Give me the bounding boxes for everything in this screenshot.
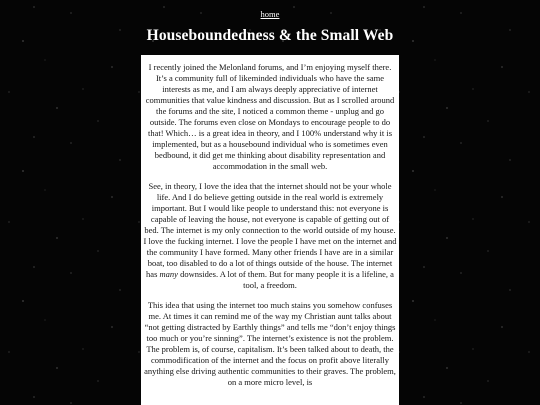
article-paragraph <box>141 181 399 291</box>
nav-bar <box>0 9 540 19</box>
paragraph-text: See, in theory, I love the idea that the internet should not be your whole life. And I do believe getting outside in the real world is extremely important. But I would like people to understand this: not everyone is capable of leaving the house, not everyone is capable of getting out of bed. The internet is my only connection to the world outside of my house. I love the fucking internet. I love the people I have met on the internet and the community I have formed. Many other friends I have are in a similar boat, too disabled to do a lot of things outside of the house. The internet has <box>143 181 397 279</box>
article-body <box>141 55 399 405</box>
article-paragraph: This idea that using the internet too much stains you somehow confuses me. At times it can remind me of the way my Christian aunt talks about “not getting distracted by Earthly things” and tells me “don’t enjoy things too much or you’re sinning”. The internet’s existence is not the problem. The problem is, of course, capitalism. It’s been talked about to death, the commodification of the internet and the focus on profit above literally anything else driving authentic communities to their graves. The problem, on a more micro level, is <box>144 300 396 387</box>
paragraph-text: downsides. A lot of them. But for many people it is a lifeline, a tool, a freedom. <box>177 269 394 290</box>
article-paragraph: I recently joined the Melonland forums, and I’m enjoying myself there. It’s a community full of likeminded individuals who have the same interests as me, and I am always deeply appreciative of internet communities that value kindness and discussion. But as I scrolled around the forums and the site, I noticed a common theme - unplug and go outside. The forums even close on Mondays to encourage people to do that! Which… is a great idea in theory, and I 100% understand why it is implemented, but as a housebound individual who is sometimes even bedbound, it did get me thinking about disability representation and accommodation in the small web. <box>145 62 395 171</box>
home-link[interactable]: home <box>260 9 280 19</box>
page-title: Houseboundedness & the Small Web <box>146 27 394 44</box>
emphasis-text: many <box>159 269 178 279</box>
